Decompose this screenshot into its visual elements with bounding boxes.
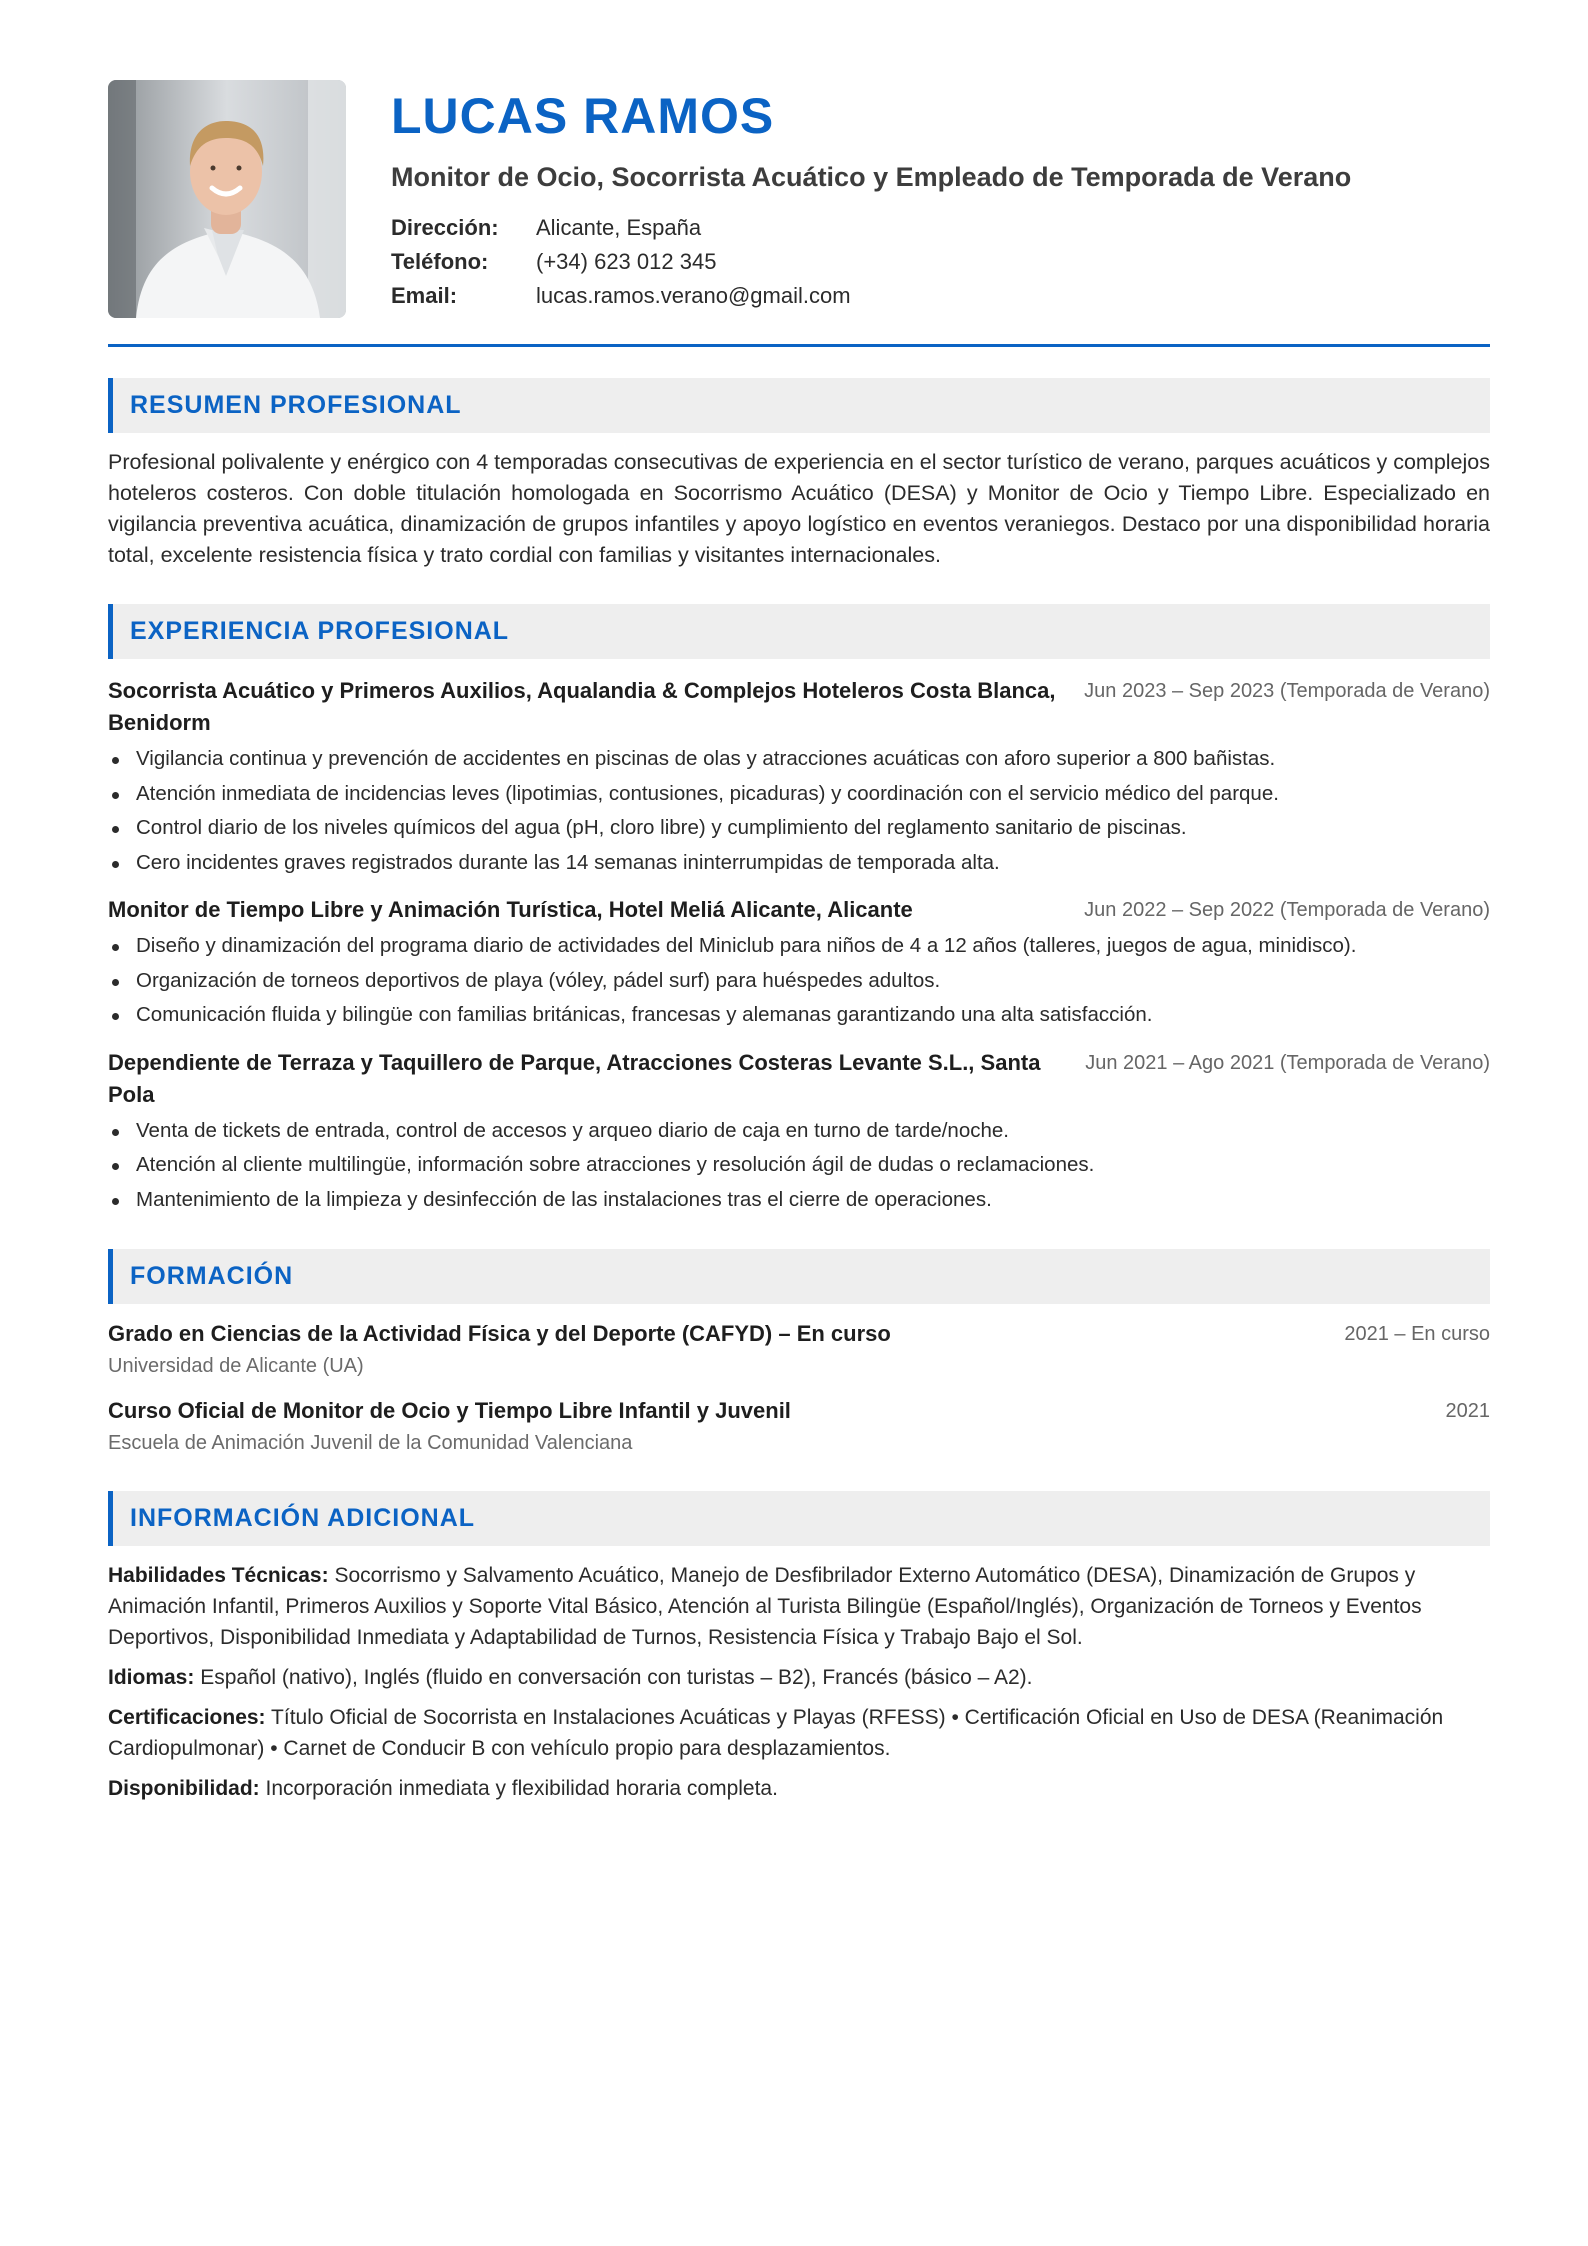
job-date: Jun 2021 – Ago 2021 (Temporada de Verano) <box>1085 1051 1490 1074</box>
education-date: 2021 – En curso <box>1344 1323 1490 1345</box>
job-header <box>108 1047 1490 1111</box>
contact-row-email <box>391 279 1490 313</box>
contact-email: lucas.ramos.verano@gmail.com <box>536 283 851 309</box>
contact-details <box>391 211 1490 313</box>
candidate-name: LUCAS RAMOS <box>391 88 775 144</box>
profile-photo <box>108 80 346 318</box>
resume-header <box>108 80 1490 318</box>
section-heading-experiencia: EXPERIENCIA PROFESIONAL <box>108 604 1490 659</box>
education-entry <box>108 1318 1490 1382</box>
bullet-dot-icon <box>112 792 119 799</box>
bullet-text: Organización de torneos deportivos de playa (vóley, pádel surf) para huéspedes adultos. <box>136 968 941 992</box>
education-header <box>108 1318 1490 1350</box>
info-skills <box>108 1560 1490 1653</box>
bullet-item <box>108 929 1490 964</box>
education-title: Curso Oficial de Monitor de Ocio y Tiempo Libre Infantil y Juvenil <box>108 1398 791 1423</box>
bullet-item <box>108 811 1490 846</box>
bullet-dot-icon <box>112 1198 119 1205</box>
bullet-dot-icon <box>112 1013 119 1020</box>
contact-address: Alicante, España <box>536 215 702 241</box>
info-text: Socorrismo y Salvamento Acuático, Manejo de Desfibrilador Externo Automático (DESA), Dinamización de Grupos y Animación Infantil, Primeros Auxilios y Soporte Vital Básico, Atención al Turista Bilingüe (Español/Inglés), Organización de Torneos y Eventos Deportivos, Disponibilidad Inmediata y Adaptabilidad de Turnos, Resistencia Física y Trabajo Bajo el Sol. <box>108 1564 1422 1649</box>
bullet-dot-icon <box>112 944 119 951</box>
job-bullets <box>108 929 1490 1033</box>
bullet-text: Venta de tickets de entrada, control de accesos y arqueo diario de caja en turno de tarde/noche. <box>136 1118 1009 1142</box>
professional-summary: Profesional polivalente y enérgico con 4 temporadas consecutivas de experiencia en el sector turístico de verano, parques acuáticos y complejos hoteleros costeros. Con doble titulación homologada en Socorrismo Acuático (DESA) y Monitor de Ocio y Tiempo Libre. Especializado en vigilancia preventiva acuática, dinamización de grupos infantiles y apoyo logístico en eventos veraniegos. Destaco por una disponibilidad horaria total, excelente resistencia física y trato cordial con familias y visitantes internacionales. <box>108 450 1490 567</box>
education-header <box>108 1395 1490 1427</box>
bullet-item <box>108 846 1490 881</box>
bullet-text: Vigilancia continua y prevención de accidentes en piscinas de olas y atracciones acuáticas con aforo superior a 800 bañistas. <box>136 747 1276 770</box>
contact-phone: (+34) 623 012 345 <box>536 249 717 275</box>
job-title: Dependiente de Terraza y Taquillero de Parque, Atracciones Costeras Levante S.L., Santa Pola <box>108 1049 1041 1107</box>
job-bullets <box>108 1114 1490 1218</box>
contact-label: Teléfono: <box>391 249 489 275</box>
info-label: Habilidades Técnicas: <box>108 1564 329 1587</box>
education-school: Universidad de Alicante (UA) <box>108 1355 364 1377</box>
education-title: Grado en Ciencias de la Actividad Física y del Deporte (CAFYD) – En curso <box>108 1321 891 1346</box>
contact-row-phone <box>391 245 1490 279</box>
job-entry <box>108 1047 1490 1218</box>
bullet-text: Control diario de los niveles químicos del agua (pH, cloro libre) y cumplimiento del reglamento sanitario de piscinas. <box>136 816 1187 839</box>
job-title: Monitor de Tiempo Libre y Animación Turística, Hotel Meliá Alicante, Alicante <box>108 897 913 922</box>
info-certifications <box>108 1702 1490 1764</box>
bullet-dot-icon <box>112 757 119 764</box>
education-date: 2021 <box>1445 1400 1490 1422</box>
contact-row-address <box>391 211 1490 245</box>
candidate-headline: Monitor de Ocio, Socorrista Acuático y Empleado de Temporada de Verano <box>391 162 1352 192</box>
section-heading-info: INFORMACIÓN ADICIONAL <box>108 1491 1490 1546</box>
bullet-dot-icon <box>112 1163 119 1170</box>
info-languages <box>108 1662 1490 1693</box>
job-header <box>108 894 1490 926</box>
info-label: Idiomas: <box>108 1666 195 1689</box>
bullet-text: Comunicación fluida y bilingüe con familias británicas, francesas y alemanas garantizando una alta satisfacción. <box>136 1003 1153 1026</box>
bullet-item <box>108 777 1490 812</box>
job-entry <box>108 675 1490 880</box>
resume-page <box>108 80 1490 1804</box>
section-heading-formacion: FORMACIÓN <box>108 1249 1490 1304</box>
bullet-item <box>108 998 1490 1033</box>
contact-label: Dirección: <box>391 215 499 241</box>
section-heading-resumen: RESUMEN PROFESIONAL <box>108 378 1490 433</box>
job-header <box>108 675 1490 739</box>
bullet-item <box>108 742 1490 777</box>
bullet-text: Cero incidentes graves registrados durante las 14 semanas ininterrumpidas de temporada alta. <box>136 850 1000 874</box>
bullet-dot-icon <box>112 826 119 833</box>
info-availability <box>108 1773 1490 1804</box>
job-date: Jun 2022 – Sep 2022 (Temporada de Verano) <box>1084 899 1490 921</box>
education-entry <box>108 1395 1490 1459</box>
info-text: Español (nativo), Inglés (fluido en conversación con turistas – B2), Francés (básico – A2). <box>200 1666 1033 1689</box>
info-text: Incorporación inmediata y flexibilidad horaria completa. <box>265 1777 778 1800</box>
bullet-item <box>108 1114 1490 1149</box>
info-label: Disponibilidad: <box>108 1777 260 1800</box>
bullet-text: Diseño y dinamización del programa diario de actividades del Miniclub para niños de 4 a 12 años (talleres, juegos de agua, minidisco). <box>136 934 1357 957</box>
header-divider <box>108 344 1490 347</box>
job-date: Jun 2023 – Sep 2023 (Temporada de Verano) <box>1084 680 1490 702</box>
bullet-item <box>108 1148 1490 1183</box>
info-label: Certificaciones: <box>108 1706 266 1729</box>
bullet-dot-icon <box>112 861 119 868</box>
education-school: Escuela de Animación Juvenil de la Comunidad Valenciana <box>108 1432 633 1454</box>
bullet-dot-icon <box>112 1129 119 1136</box>
bullet-text: Mantenimiento de la limpieza y desinfección de las instalaciones tras el cierre de operaciones. <box>136 1187 992 1211</box>
bullet-dot-icon <box>112 979 119 986</box>
bullet-item <box>108 964 1490 999</box>
bullet-text: Atención inmediata de incidencias leves (lipotimias, contusiones, picaduras) y coordinación con el servicio médico del parque. <box>136 781 1279 805</box>
job-entry <box>108 894 1490 1033</box>
info-text: Título Oficial de Socorrista en Instalaciones Acuáticas y Playas (RFESS) • Certificación Oficial en Uso de DESA (Reanimación Cardiopulmonar) • Carnet de Conducir B con vehículo propio para desplazamientos. <box>108 1706 1444 1760</box>
contact-label: Email: <box>391 283 458 309</box>
bullet-text: Atención al cliente multilingüe, información sobre atracciones y resolución ágil de dudas o reclamaciones. <box>136 1153 1095 1176</box>
job-bullets <box>108 742 1490 880</box>
header-info <box>391 80 1490 313</box>
bullet-item <box>108 1183 1490 1218</box>
job-title: Socorrista Acuático y Primeros Auxilios, Aqualandia & Complejos Hoteleros Costa Blanca, Benidorm <box>108 678 1056 735</box>
